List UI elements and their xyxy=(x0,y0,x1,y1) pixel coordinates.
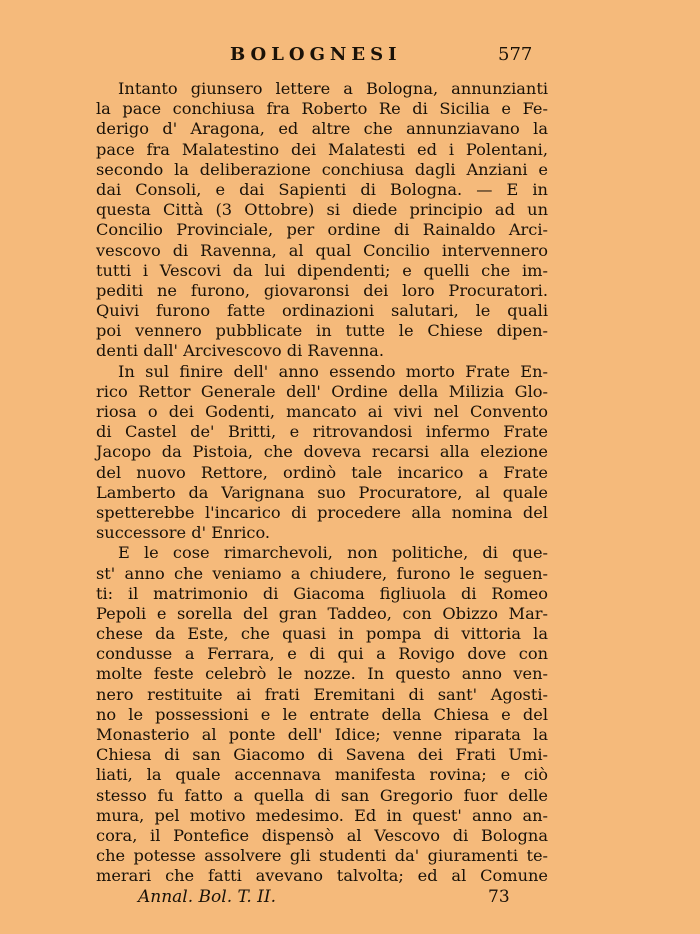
text-line: vescovo di Ravenna, al qual Concilio intervennero xyxy=(96,240,548,260)
text-line: Monasterio al ponte dell' Idice; venne riparata la xyxy=(96,725,548,744)
text-line: dai Consoli, e dai Sapienti di Bologna. — E in xyxy=(96,179,548,199)
text-line: merari che fatti avevano talvolta; ed al Comune xyxy=(96,866,548,886)
text-line: Chiesa di san Giacomo di Savena dei Frati Umi- xyxy=(96,745,548,765)
text-line: In sul finire dell' anno essendo morto Frate En- xyxy=(118,361,548,381)
signature-number: 73 xyxy=(488,887,510,907)
page-footer xyxy=(0,887,700,911)
text-line: Intanto giunsero lettere a Bologna, annunzianti xyxy=(118,79,548,98)
signature-mark: Annal. Bol. T. II. xyxy=(138,887,277,907)
text-line: Quivi furono fatte ordinazioni salutari, le quali xyxy=(96,301,548,321)
text-line: pace fra Malatestino dei Malatesti ed i Polentani, xyxy=(96,139,548,159)
text-line: E le cose rimarchevoli, non politiche, di que- xyxy=(118,543,548,563)
body-text xyxy=(96,79,548,887)
text-line: stesso fu fatto a quella di san Gregorio fuor delle xyxy=(96,785,548,805)
page-number: 577 xyxy=(498,44,533,65)
text-line: condusse a Ferrara, e di qui a Rovigo dove con xyxy=(96,644,548,664)
text-line: la pace conchiusa fra Roberto Re di Sicilia e Fe- xyxy=(96,99,548,119)
text-line: del nuovo Rettore, ordinò tale incarico a Frate xyxy=(96,462,548,482)
text-line: liati, la quale accennava manifesta rovina; e ciò xyxy=(96,765,548,785)
text-line: di Castel de' Britti, e ritrovandosi infermo Frate xyxy=(96,422,548,442)
text-line: molte feste celebrò le nozze. In questo anno ven- xyxy=(96,664,548,684)
text-line: chese da Este, che quasi in pompa di vittoria la xyxy=(96,624,548,644)
text-line: derigo d' Aragona, ed altre che annunziavano la xyxy=(96,119,548,139)
text-line: riosa o dei Godenti, mancato ai vivi nel Convento xyxy=(96,402,548,421)
text-line: mura, pel motivo medesimo. Ed in quest' anno an- xyxy=(96,805,548,825)
text-line: questa Città (3 Ottobre) si diede principio ad un xyxy=(96,200,548,220)
text-line: ti: il matrimonio di Giacoma figliuola di Romeo xyxy=(96,583,548,603)
text-line: no le possessioni e le entrate della Chiesa e del xyxy=(96,704,548,724)
text-line: Jacopo da Pistoia, che doveva recarsi alla elezione xyxy=(96,442,548,462)
text-line: poi vennero pubblicate in tutte le Chiese dipen- xyxy=(96,321,548,341)
text-line: denti dall' Arcivescovo di Ravenna. xyxy=(96,341,384,361)
text-line: cora, il Pontefice dispensò al Vescovo di Bologna xyxy=(96,825,548,845)
text-line: Lamberto da Varignana suo Procuratore, al quale xyxy=(96,482,548,502)
running-title: BOLOGNESI xyxy=(230,44,402,65)
text-line: rico Rettor Generale dell' Ordine della Milizia Glo- xyxy=(96,381,548,401)
text-line: che potesse assolvere gli studenti da' giuramenti te- xyxy=(96,846,548,866)
running-head xyxy=(0,44,700,68)
text-line: spetterebbe l'incarico di procedere alla nomina del xyxy=(96,502,548,522)
text-line: successore d' Enrico. xyxy=(96,523,271,543)
text-line: pediti ne furono, giovaronsi dei loro Procuratori. xyxy=(96,280,548,300)
text-line: Concilio Provinciale, per ordine di Rainaldo Arci- xyxy=(96,220,548,240)
text-line: secondo la deliberazione conchiusa dagli Anziani e xyxy=(96,159,548,179)
text-line: st' anno che veniamo a chiudere, furono le seguen- xyxy=(96,563,548,583)
text-line: Pepoli e sorella del gran Taddeo, con Obizzo Mar- xyxy=(96,603,548,623)
text-line: nero restituite ai frati Eremitani di sant' Agosti- xyxy=(96,684,548,704)
text-line: tutti i Vescovi da lui dipendenti; e quelli che im- xyxy=(96,260,548,280)
